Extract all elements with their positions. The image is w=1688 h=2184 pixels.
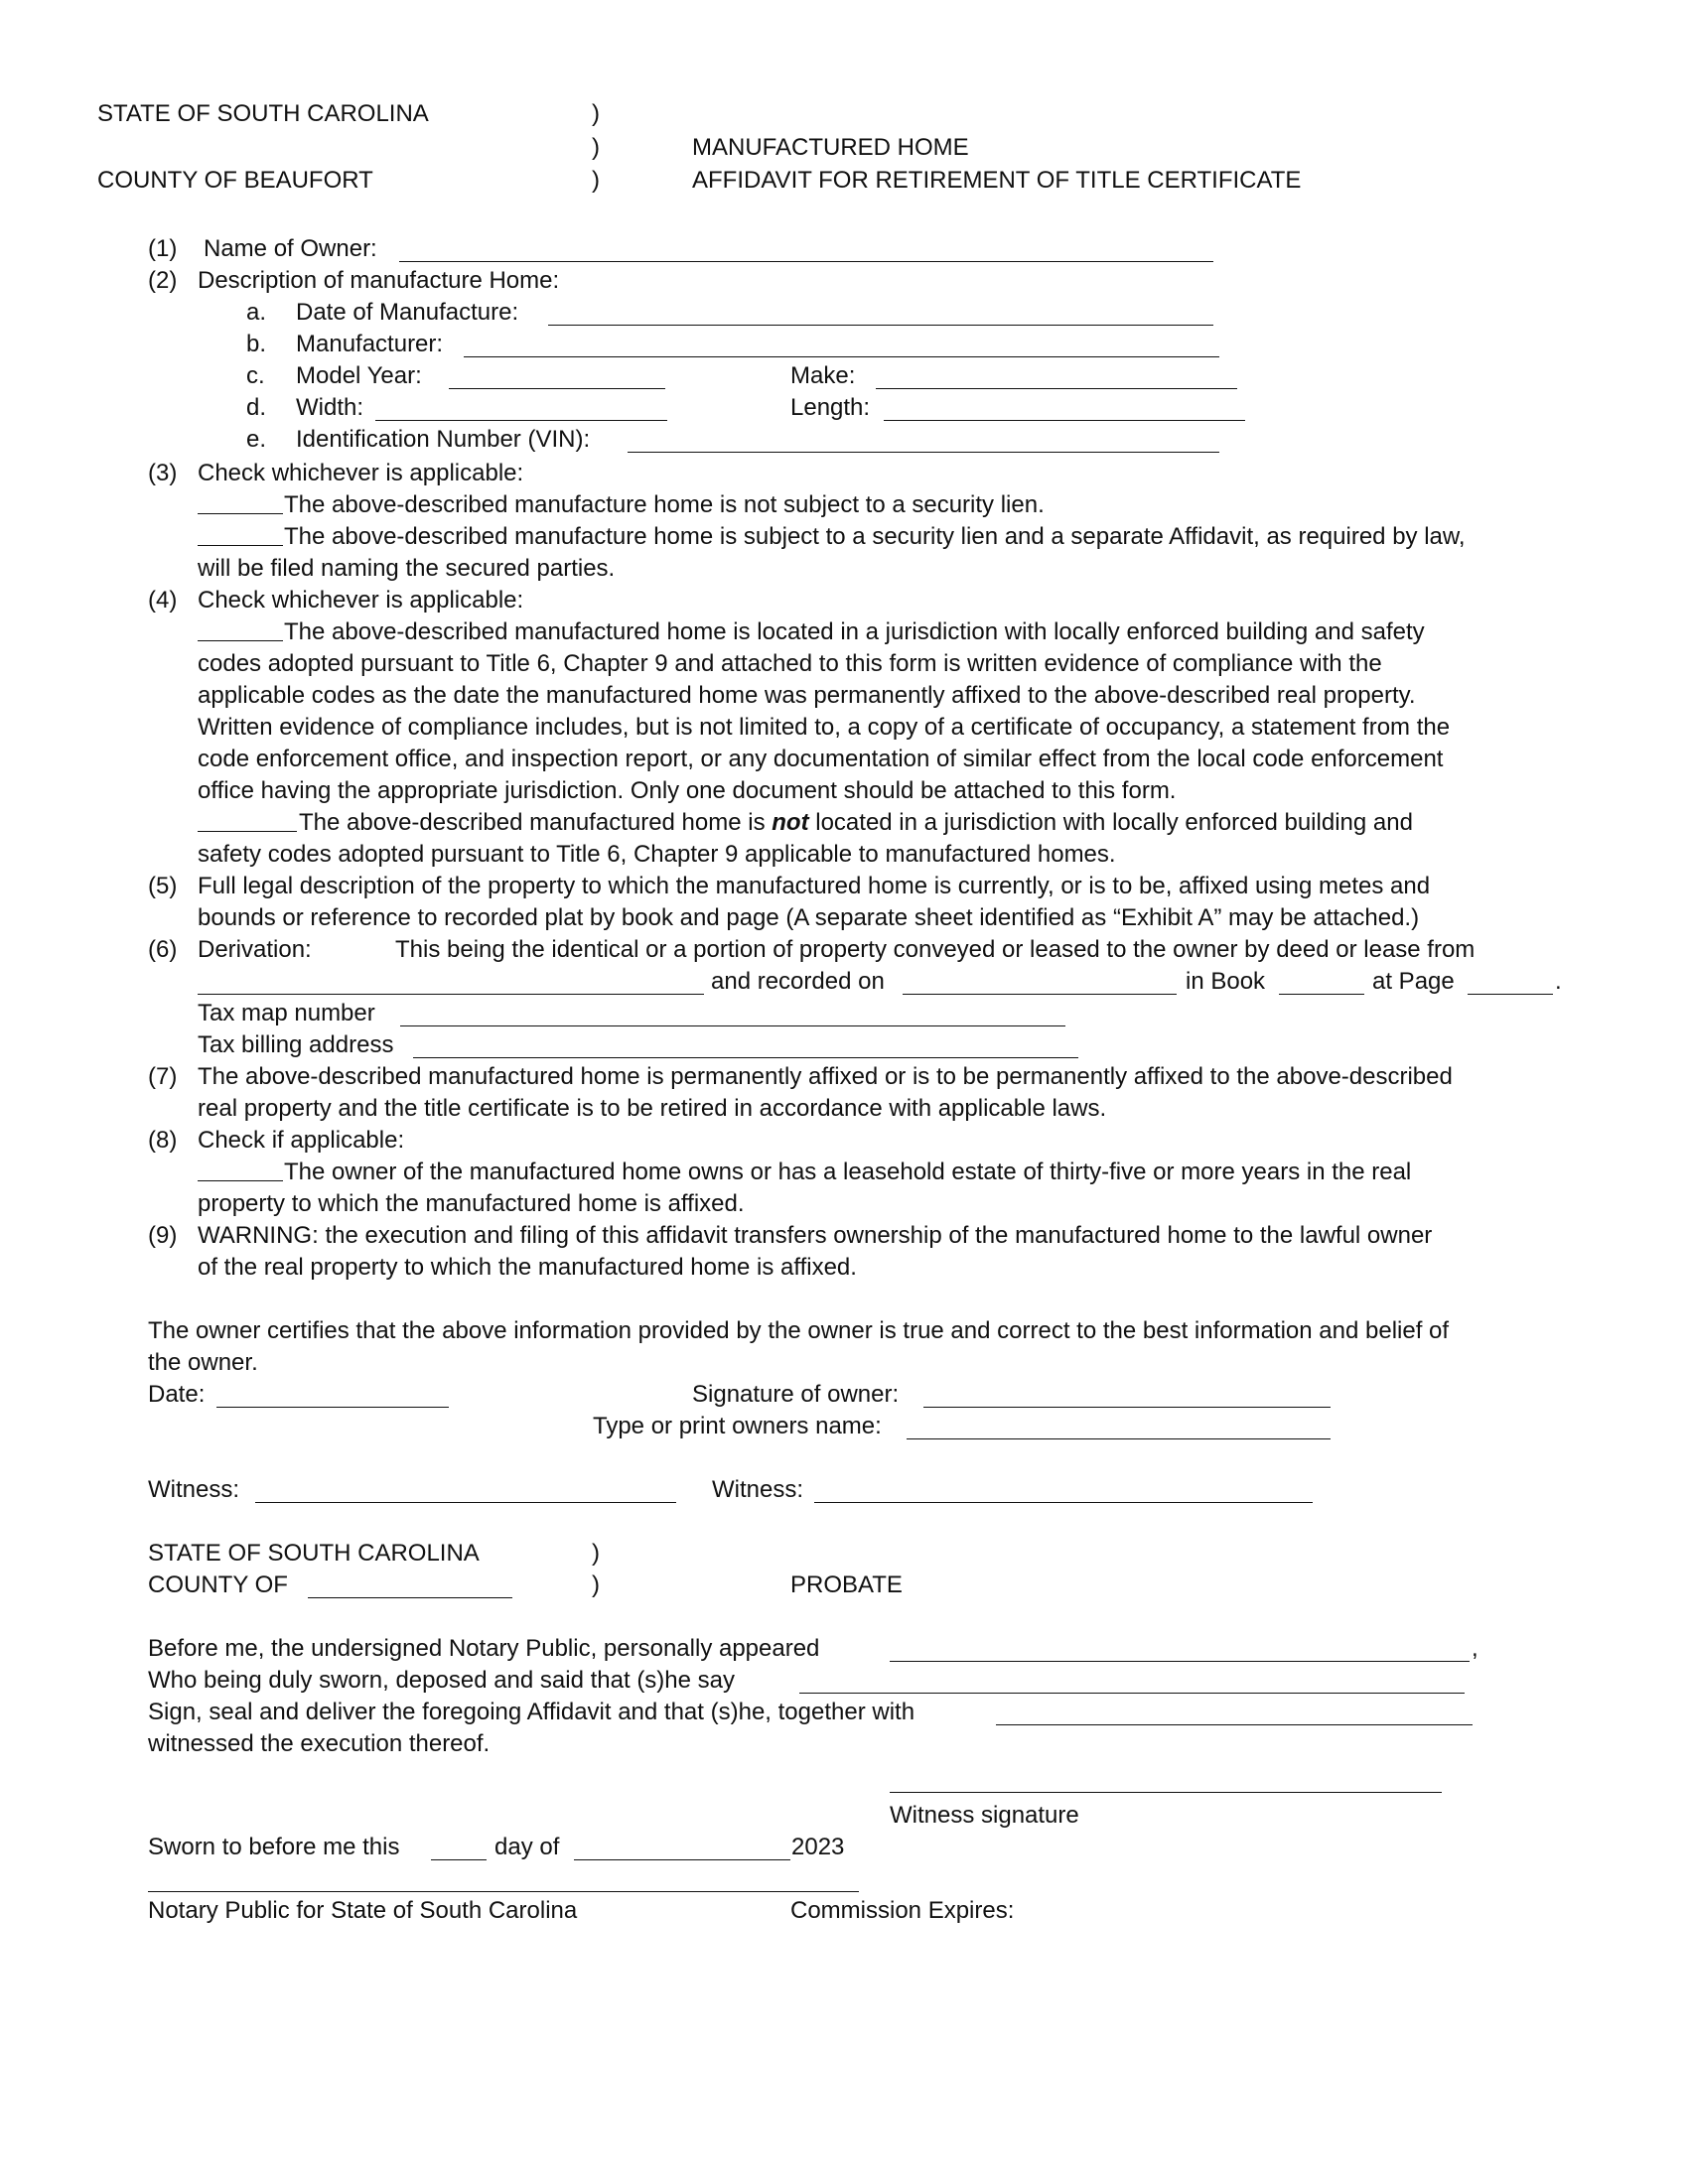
- check-subject-lien[interactable]: [198, 545, 283, 546]
- recorded-on-label: and recorded on: [711, 968, 885, 995]
- length-field[interactable]: [884, 420, 1245, 421]
- item-number-2: (2): [148, 267, 178, 294]
- check-if-applicable: Check if applicable:: [198, 1127, 405, 1154]
- caption-paren-1: ): [592, 100, 600, 127]
- page-field[interactable]: [1468, 994, 1553, 995]
- caption-state: STATE OF SOUTH CAROLINA: [97, 100, 429, 127]
- check-codes-enforced[interactable]: [198, 640, 283, 641]
- commission-expires-label: Commission Expires:: [790, 1897, 1015, 1924]
- probate-county-field[interactable]: [308, 1597, 512, 1598]
- legal-description-text-2: bounds or reference to recorded plat by book and page (A separate sheet identified as “Exhibit A” may be attached.): [198, 904, 1420, 931]
- codes-enforced-text-2: codes adopted pursuant to Title 6, Chapter 9 and attached to this form is written evidence of compliance with the: [198, 650, 1382, 677]
- check-codes-not-enforced[interactable]: [198, 831, 297, 832]
- codes-not-enforced-text-1: [299, 807, 1413, 839]
- witness-2-label: Witness:: [712, 1476, 804, 1503]
- date-of-manufacture-field[interactable]: [548, 325, 1213, 326]
- probate-state: STATE OF SOUTH CAROLINA: [148, 1540, 480, 1567]
- witness-1-field[interactable]: [255, 1502, 676, 1503]
- sub-letter-d: d.: [246, 394, 267, 421]
- caption-paren-3: ): [592, 167, 600, 194]
- tax-map-label: Tax map number: [198, 1000, 375, 1026]
- warning-text-2: of the real property to which the manufactured home is affixed.: [198, 1254, 857, 1281]
- sworn-year: 2023: [791, 1834, 845, 1860]
- day-of-label: day of: [494, 1834, 560, 1860]
- codes-enforced-text-3: applicable codes as the date the manufactured home was permanently affixed to the above-described real property.: [198, 682, 1416, 709]
- owner-name-label: Name of Owner:: [204, 235, 377, 262]
- recorded-on-field[interactable]: [903, 994, 1177, 995]
- sub-letter-e: e.: [246, 426, 267, 453]
- in-book-label: in Book: [1186, 968, 1266, 995]
- probate-title: PROBATE: [790, 1571, 903, 1598]
- owner-name-field[interactable]: [399, 261, 1213, 262]
- item-number-5: (5): [148, 873, 178, 899]
- legal-description-text-1: Full legal description of the property to which the manufactured home is currently, or is to be, affixed using metes and: [198, 873, 1431, 899]
- owner-signature-field[interactable]: [923, 1407, 1331, 1408]
- width-label: Width:: [296, 394, 364, 421]
- security-lien-text-2: will be filed naming the secured parties.: [198, 555, 616, 582]
- warning-text-1: WARNING: the execution and filing of this affidavit transfers ownership of the manufactured home to the lawful owner: [198, 1222, 1433, 1249]
- vin-label: Identification Number (VIN):: [296, 426, 591, 453]
- leasehold-text-2: property to which the manufactured home is affixed.: [198, 1190, 745, 1217]
- certification-text-1: The owner certifies that the above information provided by the owner is true and correct to the best information and belief of: [148, 1317, 1450, 1344]
- witness-1-label: Witness:: [148, 1476, 240, 1503]
- item-number-8: (8): [148, 1127, 178, 1154]
- affixed-text-2: real property and the title certificate is to be retired in accordance with applicable laws.: [198, 1095, 1107, 1122]
- at-page-label: at Page: [1372, 968, 1455, 995]
- sworn-day-field[interactable]: [431, 1859, 487, 1860]
- notary-signature-line[interactable]: [148, 1891, 859, 1892]
- caption-paren-2: ): [592, 134, 600, 161]
- emphasis-not: not: [772, 809, 809, 836]
- appeared-name-field[interactable]: [890, 1661, 1470, 1662]
- print-name-label: Type or print owners name:: [593, 1413, 882, 1439]
- witness-2-field[interactable]: [814, 1502, 1313, 1503]
- make-label: Make:: [790, 362, 856, 389]
- check-whichever-3: Check whichever is applicable:: [198, 460, 524, 486]
- sworn-to-label: Sworn to before me this: [148, 1834, 400, 1860]
- sub-letter-c: c.: [246, 362, 265, 389]
- item-number-6: (6): [148, 936, 178, 963]
- sworn-month-field[interactable]: [574, 1859, 790, 1860]
- check-leasehold[interactable]: [198, 1180, 283, 1181]
- book-field[interactable]: [1279, 994, 1364, 995]
- model-year-field[interactable]: [449, 388, 665, 389]
- form-title-line1: MANUFACTURED HOME: [692, 134, 969, 161]
- no-security-lien-text: The above-described manufacture home is not subject to a security lien.: [284, 491, 1045, 518]
- sub-letter-b: b.: [246, 331, 267, 357]
- tax-map-field[interactable]: [400, 1025, 1065, 1026]
- form-title-line2: AFFIDAVIT FOR RETIREMENT OF TITLE CERTIFICATE: [692, 167, 1302, 194]
- codes-enforced-text-1: The above-described manufactured home is located in a jurisdiction with locally enforced building and safety: [284, 618, 1425, 645]
- period: .: [1555, 968, 1562, 995]
- sign-seal-text: Sign, seal and deliver the foregoing Affidavit and that (s)he, together with: [148, 1699, 915, 1725]
- item-number-4: (4): [148, 587, 178, 614]
- leasehold-text-1: The owner of the manufactured home owns or has a leasehold estate of thirty-five or more years in the real: [284, 1159, 1412, 1185]
- probate-paren-2: ): [592, 1571, 600, 1598]
- width-field[interactable]: [375, 420, 667, 421]
- probate-county-label: COUNTY OF: [148, 1571, 288, 1598]
- grantor-field[interactable]: [198, 994, 704, 995]
- probate-paren-1: ): [592, 1540, 600, 1567]
- owner-signature-label: Signature of owner:: [692, 1381, 900, 1408]
- item-number-1: (1): [148, 235, 178, 262]
- witness-signature-line[interactable]: [890, 1792, 1442, 1793]
- codes-enforced-text-6: office having the appropriate jurisdiction. Only one document should be attached to this form.: [198, 777, 1177, 804]
- affixed-text-1: The above-described manufactured home is permanently affixed or is to be permanently affixed to the above-described: [198, 1063, 1453, 1090]
- check-not-subject-lien[interactable]: [198, 513, 283, 514]
- sub-letter-a: a.: [246, 299, 267, 326]
- derivation-text: This being the identical or a portion of property conveyed or leased to the owner by deed or lease from: [395, 936, 1476, 963]
- date-field[interactable]: [216, 1407, 449, 1408]
- security-lien-text-1: The above-described manufacture home is subject to a security lien and a separate Affidavit, as required by law,: [284, 523, 1466, 550]
- appeared-comma: ,: [1472, 1635, 1478, 1662]
- item-number-9: (9): [148, 1222, 178, 1249]
- tax-billing-field[interactable]: [413, 1057, 1078, 1058]
- check-whichever-4: Check whichever is applicable:: [198, 587, 524, 614]
- tax-billing-label: Tax billing address: [198, 1031, 394, 1058]
- codes-not-enforced-text-2: safety codes adopted pursuant to Title 6, Chapter 9 applicable to manufactured homes.: [198, 841, 1116, 868]
- codes-not-enforced-post: located in a jurisdiction with locally enforced building and: [808, 809, 1413, 836]
- make-field[interactable]: [876, 388, 1237, 389]
- certification-text-2: the owner.: [148, 1349, 258, 1376]
- witnessed-execution-text: witnessed the execution thereof.: [148, 1730, 491, 1757]
- vin-field[interactable]: [628, 452, 1219, 453]
- manufacturer-label: Manufacturer:: [296, 331, 444, 357]
- description-label: Description of manufacture Home:: [198, 267, 560, 294]
- date-of-manufacture-label: Date of Manufacture:: [296, 299, 519, 326]
- derivation-label: Derivation:: [198, 936, 312, 963]
- print-name-field[interactable]: [907, 1438, 1331, 1439]
- notary-appeared-text: Before me, the undersigned Notary Public, personally appeared: [148, 1635, 820, 1662]
- together-with-field[interactable]: [996, 1724, 1473, 1725]
- length-label: Length:: [790, 394, 871, 421]
- item-number-3: (3): [148, 460, 178, 486]
- codes-enforced-text-4: Written evidence of compliance includes, but is not limited to, a copy of a certificate of occupancy, a statement from the: [198, 714, 1451, 741]
- sworn-say-text: Who being duly sworn, deposed and said that (s)he say: [148, 1667, 736, 1694]
- notary-public-label: Notary Public for State of South Carolina: [148, 1897, 578, 1924]
- caption-county: COUNTY OF BEAUFORT: [97, 167, 373, 194]
- item-number-7: (7): [148, 1063, 178, 1090]
- manufacturer-field[interactable]: [464, 356, 1219, 357]
- codes-not-enforced-pre: The above-described manufactured home is: [299, 809, 773, 836]
- model-year-label: Model Year:: [296, 362, 422, 389]
- sworn-say-field[interactable]: [799, 1693, 1465, 1694]
- date-label: Date:: [148, 1381, 206, 1408]
- codes-enforced-text-5: code enforcement office, and inspection report, or any documentation of similar effect from the local code enforcement: [198, 746, 1444, 772]
- witness-signature-label: Witness signature: [890, 1802, 1079, 1829]
